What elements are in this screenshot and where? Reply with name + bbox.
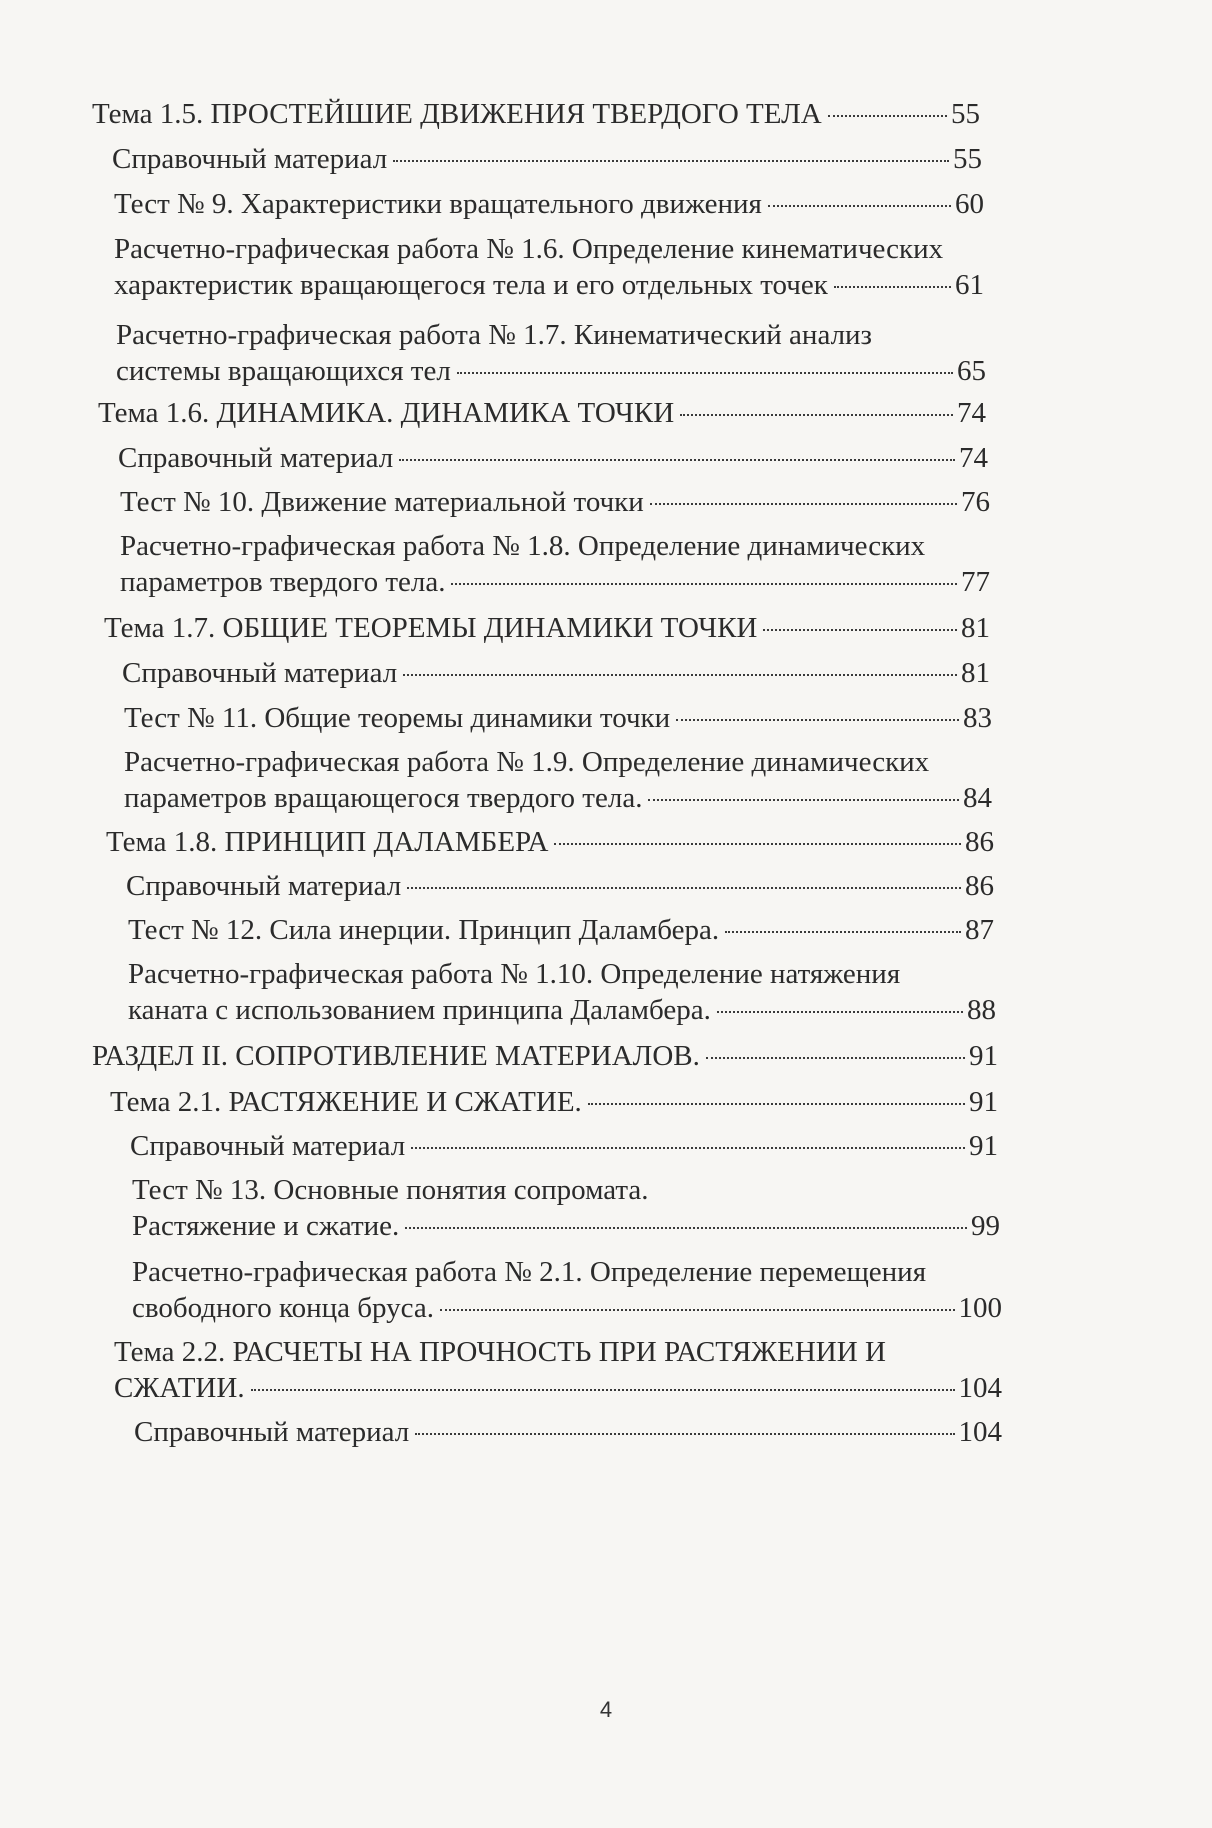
toc-entry-page: 74 <box>959 442 988 474</box>
dot-leader <box>828 115 947 117</box>
dot-leader <box>834 286 951 288</box>
toc-entry-topic-1-7 <box>104 610 990 646</box>
toc-entry-page: 83 <box>963 702 992 734</box>
toc-entry-topic-1-5 <box>92 96 980 132</box>
toc-entry-topic-1-8 <box>106 824 994 860</box>
dot-leader <box>676 719 959 721</box>
toc-entry-title: Справочный материал <box>134 1416 410 1448</box>
toc-entry-title-line1: Расчетно-графическая работа № 1.9. Определение динамических <box>124 746 930 778</box>
page-number: 4 <box>599 1697 613 1722</box>
toc-entry-page: 86 <box>965 870 994 902</box>
toc-entry <box>122 655 990 691</box>
toc-entry-title: каната с использованием принципа Даламбера. <box>128 994 711 1026</box>
dot-leader <box>440 1309 955 1311</box>
toc-entry <box>128 912 994 948</box>
toc-entry-title: свободного конца бруса. <box>132 1292 434 1324</box>
dot-leader <box>588 1103 965 1105</box>
toc-entry <box>124 700 992 736</box>
toc-entry-page: 99 <box>971 1210 1000 1242</box>
toc-entry-title: СЖАТИИ. <box>114 1372 245 1404</box>
toc-entry-title: Растяжение и сжатие. <box>132 1210 400 1242</box>
toc-entry-page: 104 <box>958 1372 1002 1404</box>
toc-entry-title: Справочный материал <box>130 1130 406 1162</box>
toc-entry-page: 74 <box>957 397 986 429</box>
dot-leader <box>415 1433 954 1435</box>
toc-entry-title: Тест № 10. Движение материальной точки <box>120 486 644 518</box>
dot-leader <box>457 372 953 374</box>
dot-leader <box>251 1389 955 1391</box>
toc-entry <box>116 317 986 389</box>
toc-entry-section-2 <box>92 1038 998 1074</box>
dot-leader <box>451 583 957 585</box>
toc-entry-page: 88 <box>967 994 996 1026</box>
dot-leader <box>407 887 961 889</box>
toc-entry-title: Тест № 9. Характеристики вращательного движения <box>114 188 762 220</box>
toc-entry-title: Справочный материал <box>118 442 394 474</box>
toc-entry-topic-2-2 <box>114 1334 1002 1406</box>
toc-entry-title: РАЗДЕЛ II. СОПРОТИВЛЕНИЕ МАТЕРИАЛОВ. <box>92 1040 700 1072</box>
dot-leader <box>768 205 951 207</box>
toc-entry <box>126 868 994 904</box>
toc-entry <box>128 956 996 1028</box>
toc-entry-topic-2-1 <box>110 1084 998 1120</box>
toc-entry-title: Справочный материал <box>112 143 388 175</box>
toc-entry-title: Тест № 11. Общие теоремы динамики точки <box>124 702 671 734</box>
toc-entry-title-line1: Тест № 13. Основные понятия сопромата. <box>132 1174 649 1206</box>
toc-entry-page: 91 <box>969 1040 998 1072</box>
toc-entry-title: Справочный материал <box>122 657 398 689</box>
toc-entry-page: 87 <box>965 914 994 946</box>
toc-entry-title-line1: Расчетно-графическая работа № 1.8. Определение динамических <box>120 530 926 562</box>
toc-entry-title: Тест № 12. Сила инерции. Принцип Даламбера. <box>128 914 720 946</box>
toc-entry <box>114 186 984 222</box>
toc-entry-page: 81 <box>961 657 990 689</box>
toc-entry <box>132 1254 1002 1326</box>
dot-leader <box>706 1057 965 1059</box>
toc-entry-title: Тема 1.6. ДИНАМИКА. ДИНАМИКА ТОЧКИ <box>98 397 675 429</box>
toc-entry-title: Тема 1.5. ПРОСТЕЙШИЕ ДВИЖЕНИЯ ТВЕРДОГО ТЕЛА <box>92 98 822 130</box>
toc-entry-page: 100 <box>958 1292 1002 1324</box>
toc-entry <box>124 744 992 816</box>
toc-entry-title: Справочный материал <box>126 870 402 902</box>
dot-leader <box>399 459 955 461</box>
toc-entry <box>120 484 990 520</box>
toc-entry-page: 65 <box>957 355 986 387</box>
toc-entry-topic-1-6 <box>98 395 986 431</box>
toc-entry <box>114 231 984 303</box>
toc-entry-title-line1: Расчетно-графическая работа № 1.6. Определение кинематических <box>114 233 944 265</box>
toc-entry-page: 60 <box>955 188 984 220</box>
dot-leader <box>411 1147 965 1149</box>
toc-entry-title: характеристик вращающегося тела и его отдельных точек <box>114 269 828 301</box>
toc-entry-page: 81 <box>961 612 990 644</box>
toc-entry <box>132 1172 1000 1244</box>
dot-leader <box>763 629 957 631</box>
toc-entry-title-line1: Расчетно-графическая работа № 1.10. Определение натяжения <box>128 958 901 990</box>
toc-entry-page: 55 <box>951 98 980 130</box>
toc-entry <box>130 1128 998 1164</box>
toc-entry-title-line1: Тема 2.2. РАСЧЕТЫ НА ПРОЧНОСТЬ ПРИ РАСТЯЖЕНИИ И <box>114 1336 886 1368</box>
dot-leader <box>717 1011 963 1013</box>
toc-entry <box>112 141 982 177</box>
toc-entry-page: 104 <box>958 1416 1002 1448</box>
toc-entry-title: параметров твердого тела. <box>120 566 446 598</box>
dot-leader <box>680 414 953 416</box>
toc-entry-title: системы вращающихся тел <box>116 355 451 387</box>
toc-entry-title: Тема 2.1. РАСТЯЖЕНИЕ И СЖАТИЕ. <box>110 1086 582 1118</box>
toc-entry-title-line1: Расчетно-графическая работа № 2.1. Определение перемещения <box>132 1256 927 1288</box>
toc-entry-page: 86 <box>965 826 994 858</box>
toc-entry-page: 55 <box>953 143 982 175</box>
toc-entry-page: 91 <box>969 1130 998 1162</box>
toc-entry <box>118 440 988 476</box>
toc-entry-title-line1: Расчетно-графическая работа № 1.7. Кинематический анализ <box>116 319 873 351</box>
dot-leader <box>405 1227 967 1229</box>
toc-entry-page: 84 <box>963 782 992 814</box>
toc-entry <box>134 1414 1002 1450</box>
toc-entry-title: Тема 1.8. ПРИНЦИП ДАЛАМБЕРА <box>106 826 549 858</box>
dot-leader <box>554 843 961 845</box>
toc-entry-page: 91 <box>969 1086 998 1118</box>
dot-leader <box>725 931 961 933</box>
toc-entry-title: Тема 1.7. ОБЩИЕ ТЕОРЕМЫ ДИНАМИКИ ТОЧКИ <box>104 612 758 644</box>
toc-entry-page: 76 <box>961 486 990 518</box>
toc-entry-page: 77 <box>961 566 990 598</box>
dot-leader <box>648 799 959 801</box>
toc-entry-page: 61 <box>955 269 984 301</box>
toc-entry <box>120 528 990 600</box>
dot-leader <box>650 503 957 505</box>
dot-leader <box>393 160 949 162</box>
toc-entry-title: параметров вращающегося твердого тела. <box>124 782 643 814</box>
dot-leader <box>403 674 957 676</box>
